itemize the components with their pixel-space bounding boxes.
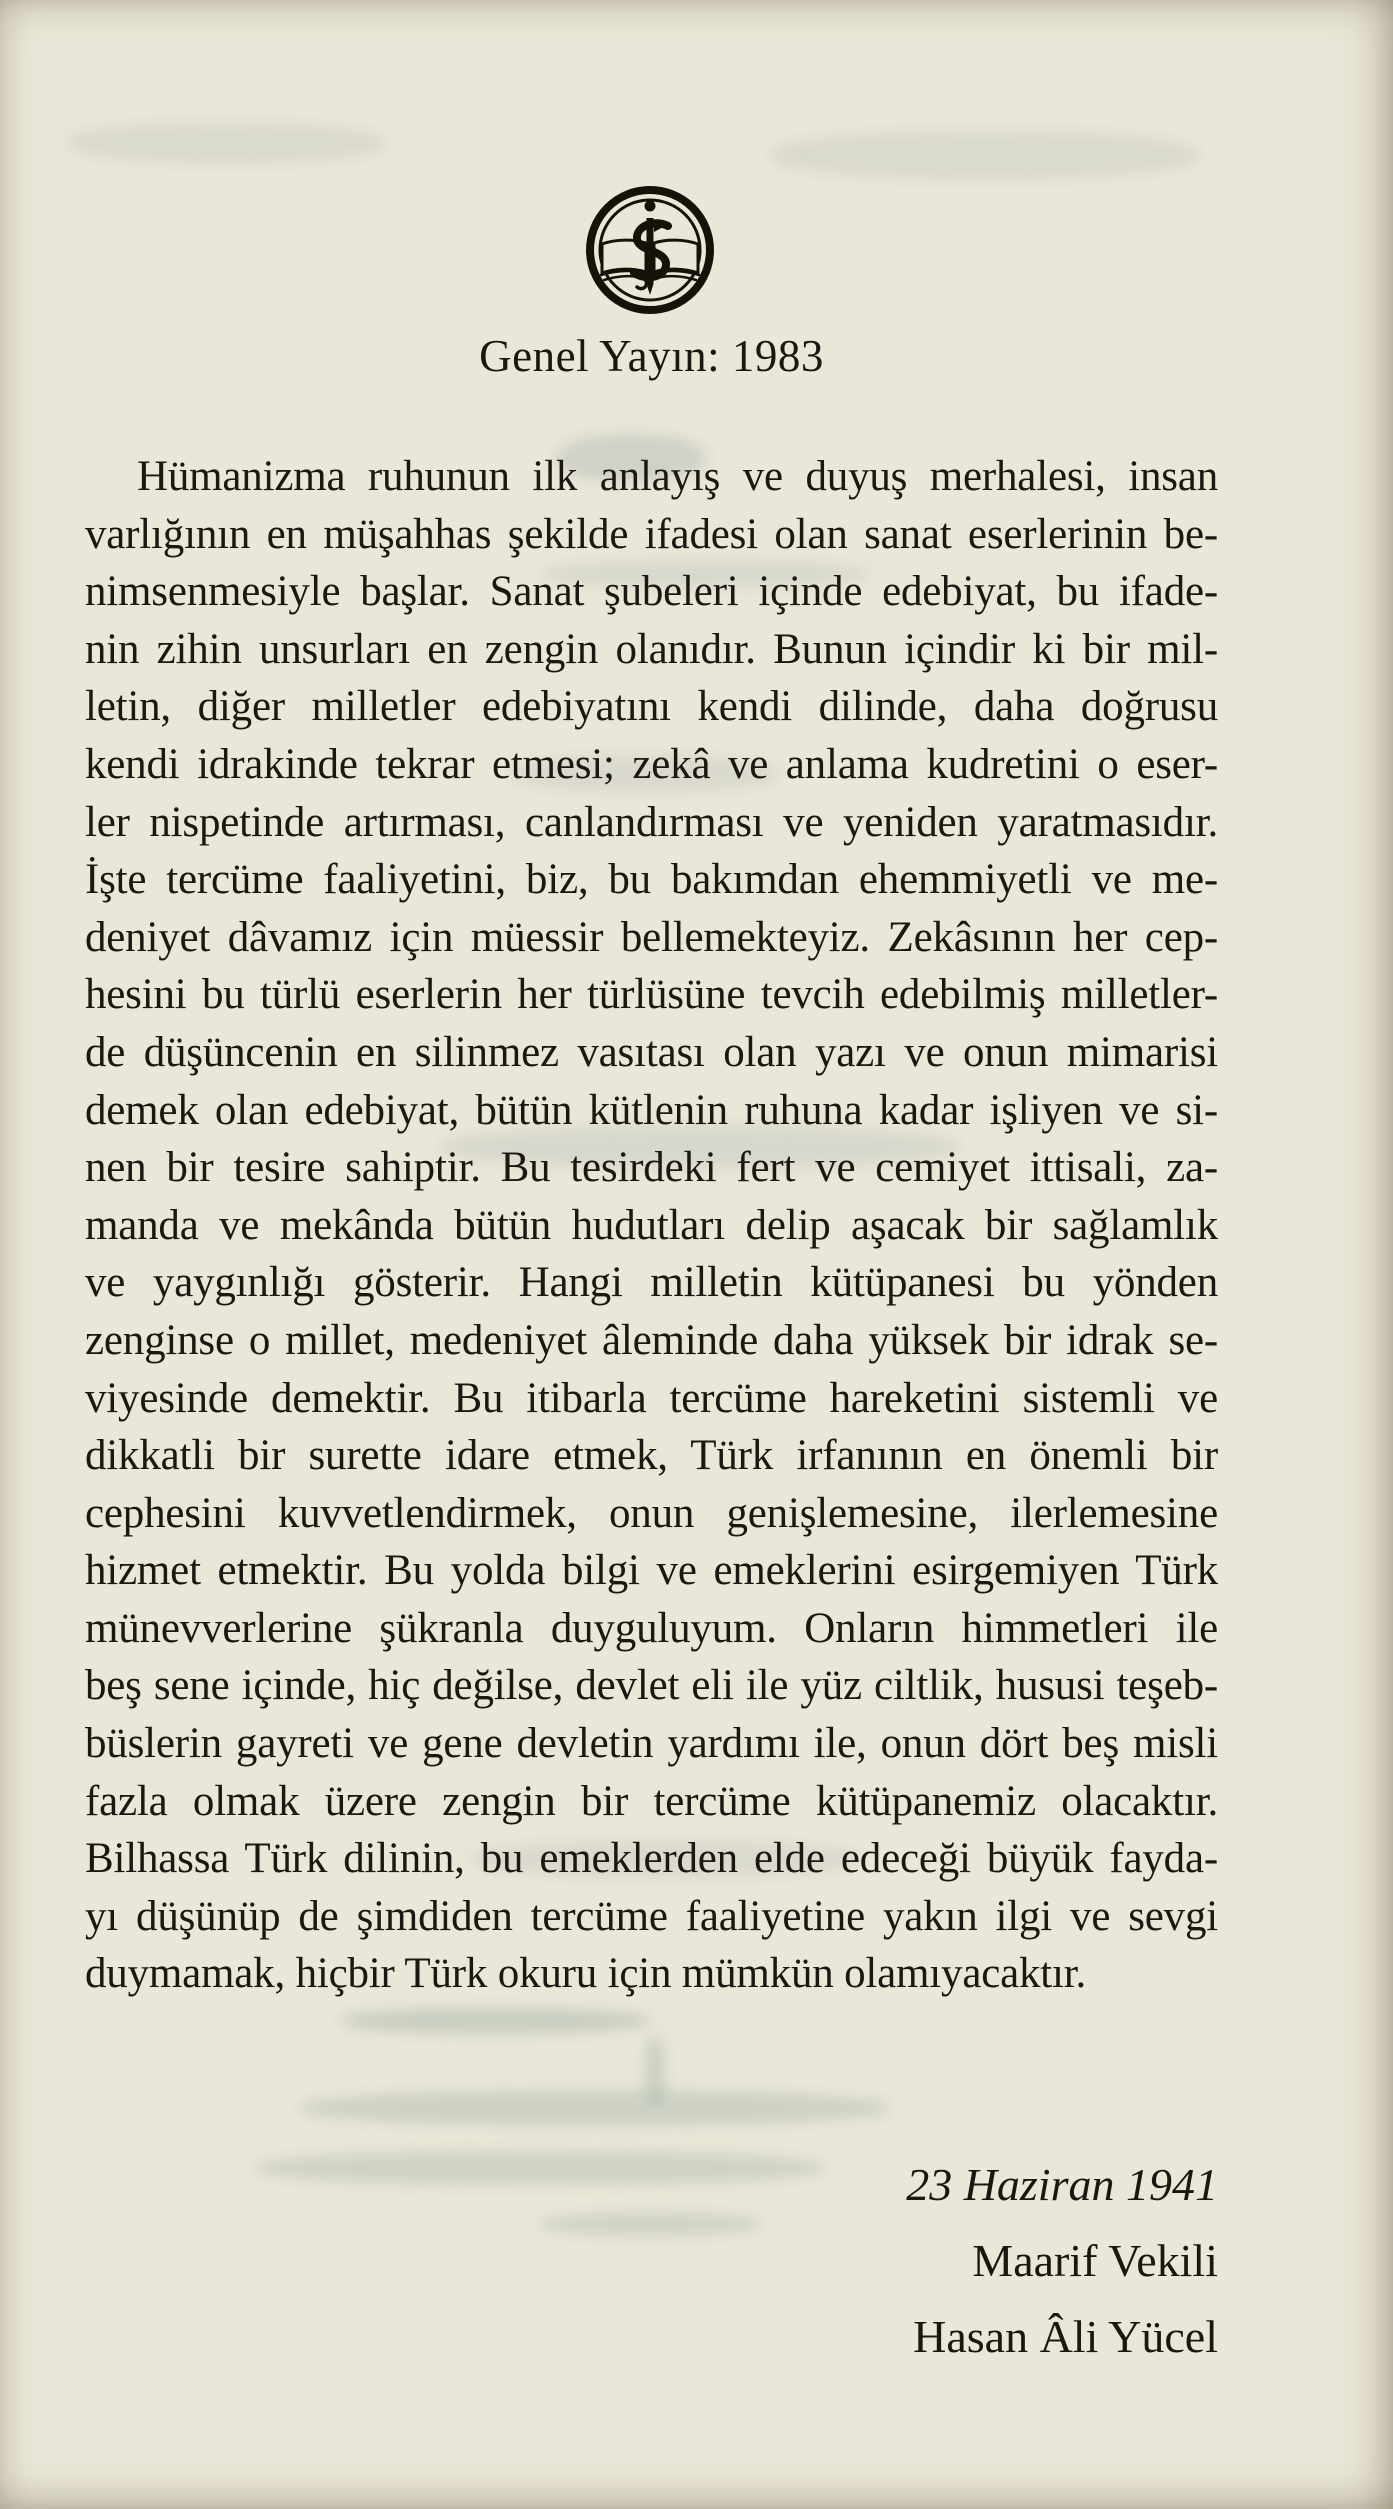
preface-line: nen bir tesire sahiptir. Bu tesirdeki fert ve cemiyet ittisali, za-	[85, 1144, 1218, 1192]
preface-line: de düşüncenin en silinmez vasıtası olan yazı ve onun mimarisi	[85, 1028, 1218, 1076]
preface-line: letin, diğer milletler edebiyatını kendi dilinde, daha doğrusu	[85, 683, 1218, 731]
publication-line-row	[85, 330, 1218, 382]
isbank-open-book-monogram-icon	[584, 184, 716, 316]
preface-line: dikkatli bir surette idare etmek, Türk irfanının en önemli bir	[85, 1432, 1218, 1480]
preface-line: büslerin gayreti ve gene devletin yardımı ile, onun dört beş misli	[85, 1720, 1218, 1768]
preface-line: hesini bu türlü eserlerin her türlüsüne tevcih edebilmiş milletler-	[85, 971, 1218, 1019]
signature-role: Maarif Vekili	[972, 2235, 1218, 2286]
preface-line: münevverlerine şükranla duyguluyum. Onların himmetleri ile	[85, 1604, 1218, 1652]
preface-line: kendi idrakinde tekrar etmesi; zekâ ve anlama kudretini o eser-	[85, 740, 1218, 788]
preface-line: cephesini kuvvetlendirmek, onun genişlemesine, ilerlemesine	[85, 1489, 1218, 1537]
preface-line: zenginse o millet, medeniyet âleminde daha yüksek bir idrak se-	[85, 1316, 1218, 1364]
preface-line: nimsenmesiyle başlar. Sanat şubeleri içinde edebiyat, bu ifade-	[85, 568, 1218, 616]
preface-line: fazla olmak üzere zengin bir tercüme kütüpanemiz olacaktır.	[85, 1777, 1218, 1825]
preface-line: deniyet dâvamız için müessir bellemekteyiz. Zekâsının her cep-	[85, 913, 1218, 961]
preface-line: varlığının en müşahhas şekilde ifadesi olan sanat eserlerinin be-	[85, 510, 1218, 558]
page-showthrough-smudge	[645, 2035, 665, 2105]
preface-line: beş sene içinde, hiç değilse, devlet eli ile yüz ciltlik, hususi teşeb-	[85, 1662, 1218, 1710]
preface-line: ler nispetinde artırması, canlandırması ve yeniden yaratmasıdır.	[85, 798, 1218, 846]
page-showthrough-smudge	[300, 2090, 890, 2126]
preface-line: İşte tercüme faaliyetini, biz, bu bakımdan ehemmiyetli ve me-	[85, 856, 1218, 904]
page-showthrough-smudge	[770, 130, 1200, 180]
preface-line: duymamak, hiçbir Türk okuru için mümkün olamıyacaktır.	[85, 1950, 1087, 1998]
preface-line: hizmet etmektir. Bu yolda bilgi ve emeklerini esirgemiyen Türk	[85, 1547, 1218, 1595]
page-showthrough-smudge	[66, 122, 386, 164]
preface-line: Hümanizma ruhunun ilk anlayış ve duyuş merhalesi, insan	[137, 453, 1218, 500]
signature-date: 23 Haziran 1941	[906, 2159, 1218, 2210]
preface-line: nin zihin unsurları en zengin olanıdır. Bunun içindir ki bir mil-	[85, 625, 1218, 673]
preface-line: Bilhassa Türk dilinin, bu emeklerden elde edeceği büyük fayda-	[85, 1835, 1218, 1883]
page-showthrough-smudge	[340, 2008, 650, 2034]
signature-block	[85, 2147, 1218, 2375]
publication-number: Genel Yayın: 1983	[479, 331, 824, 381]
preface-line: ve yaygınlığı gösterir. Hangi milletin kütüpanesi bu yönden	[85, 1259, 1218, 1307]
preface-line: manda ve mekânda bütün hudutları delip aşacak bir sağlamlık	[85, 1201, 1218, 1249]
signature-name: Hasan Âli Yücel	[913, 2311, 1218, 2362]
preface-line: viyesinde demektir. Bu itibarla tercüme hareketini sistemli ve	[85, 1374, 1218, 1422]
preface-line: yı düşünüp de şimdiden tercüme faaliyetine yakın ilgi ve sevgi	[85, 1892, 1218, 1940]
publisher-logo	[584, 184, 716, 316]
preface-line: demek olan edebiyat, bütün kütlenin ruhuna kadar işliyen ve si-	[85, 1086, 1218, 1134]
preface-text	[85, 448, 1218, 2003]
